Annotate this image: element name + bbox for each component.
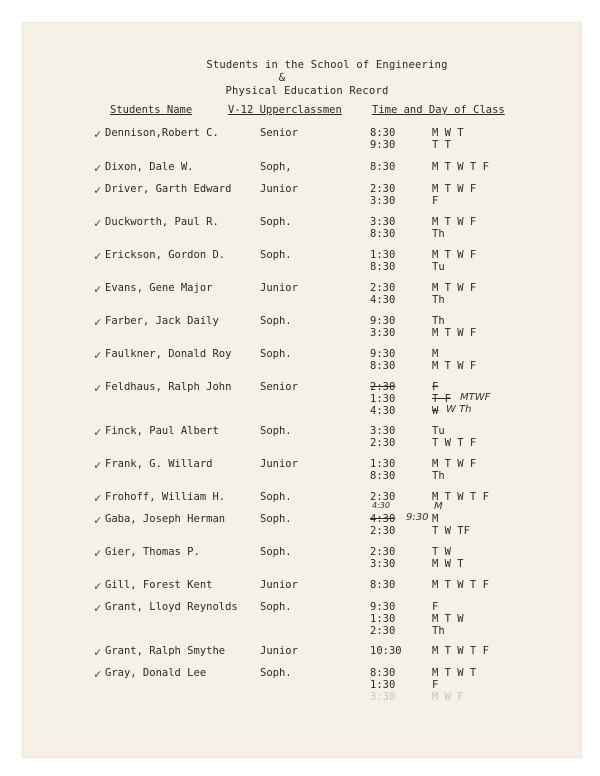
class-days: [432, 513, 470, 537]
class-days: [432, 579, 489, 591]
time: 1:30: [370, 679, 396, 691]
time: 2:30: [370, 183, 396, 195]
days: F: [432, 679, 439, 691]
days: F: [432, 601, 439, 613]
time: 8:30: [370, 470, 396, 482]
days: M: [432, 348, 439, 360]
student-name: Duckworth, Paul R.: [105, 216, 219, 228]
class-times: [370, 127, 395, 151]
time: 1:30: [370, 249, 396, 261]
time: 10:30: [370, 645, 402, 657]
days: M T W F: [432, 216, 477, 228]
student-name: Frohoff, William H.: [105, 491, 226, 503]
title-line-1: Students in the School of Engineering: [206, 59, 448, 71]
time: 8:30: [370, 127, 396, 139]
time: 2:30: [370, 525, 396, 537]
time: 3:30: [370, 216, 396, 228]
days: M: [432, 513, 439, 525]
student-name: Finck, Paul Albert: [105, 425, 219, 437]
time: 8:30: [370, 667, 396, 679]
days: M W T: [432, 558, 464, 570]
days: Tu: [432, 425, 445, 437]
days: M T W T F: [432, 579, 489, 591]
time: 8:30: [370, 228, 396, 240]
days: M T W T: [432, 667, 477, 679]
days: M T W F: [432, 458, 477, 470]
days: T W: [432, 546, 451, 558]
check-mark-icon: ✓: [94, 667, 102, 681]
check-mark-icon: ✓: [94, 282, 102, 296]
class-days: [432, 348, 476, 372]
days-faint: M W F: [432, 691, 464, 703]
class-days: [432, 667, 476, 703]
check-mark-icon: ✓: [94, 513, 102, 527]
student-class: Soph.: [260, 546, 292, 558]
days-struck: F: [432, 381, 439, 393]
student-name: Erickson, Gordon D.: [105, 249, 226, 261]
time: 4:30: [370, 294, 396, 306]
time-faint: 3:30: [370, 691, 396, 703]
class-times: [370, 601, 395, 637]
check-mark-icon: ✓: [94, 315, 102, 329]
check-mark-icon: ✓: [94, 249, 102, 263]
days: Th: [432, 228, 445, 240]
handwritten-note: 4:30: [372, 501, 390, 510]
student-class: Soph.: [260, 513, 292, 525]
time: 2:30: [370, 491, 396, 503]
student-name: Farber, Jack Daily: [105, 315, 219, 327]
check-mark-icon: ✓: [94, 458, 102, 472]
class-days: [432, 216, 476, 240]
days: Th: [432, 625, 445, 637]
time: 2:30: [370, 546, 396, 558]
student-class: Soph.: [260, 249, 292, 261]
class-times: [370, 513, 395, 537]
check-mark-icon: ✓: [94, 425, 102, 439]
time: 3:30: [370, 195, 396, 207]
document-page: [22, 22, 582, 758]
time: 9:30: [370, 348, 396, 360]
handwritten-note: W Th: [446, 404, 472, 415]
student-name: Dixon, Dale W.: [105, 161, 194, 173]
class-days: [432, 546, 464, 570]
student-name: Evans, Gene Major: [105, 282, 213, 294]
class-times: [370, 546, 395, 570]
days: M T W F: [432, 183, 477, 195]
class-times: [370, 161, 395, 173]
time: 4:30: [370, 405, 396, 417]
student-name: Driver, Garth Edward: [105, 183, 232, 195]
time: 2:30: [370, 282, 396, 294]
check-mark-icon: ✓: [94, 216, 102, 230]
class-days: [432, 161, 489, 173]
days: F: [432, 195, 439, 207]
time: 9:30: [370, 315, 396, 327]
check-mark-icon: ✓: [94, 348, 102, 362]
time: 8:30: [370, 579, 396, 591]
days: M T W: [432, 613, 464, 625]
time: 3:30: [370, 558, 396, 570]
student-name: Dennison,Robert C.: [105, 127, 219, 139]
class-times: [370, 645, 402, 657]
student-class: Soph.: [260, 216, 292, 228]
time: 1:30: [370, 458, 396, 470]
days: M T W F: [432, 282, 477, 294]
class-days: [432, 249, 476, 273]
student-class: Soph.: [260, 425, 292, 437]
time: 8:30: [370, 360, 396, 372]
days-struck: T F: [432, 393, 451, 405]
student-name: Gier, Thomas P.: [105, 546, 200, 558]
student-name: Gill, Forest Kent: [105, 579, 213, 591]
days: M T W T F: [432, 491, 489, 503]
check-mark-icon: ✓: [94, 381, 102, 395]
class-times: [370, 667, 395, 703]
check-mark-icon: ✓: [94, 127, 102, 141]
title-line-2: Physical Education Record: [225, 85, 389, 97]
class-times: [370, 216, 395, 240]
student-name: Grant, Lloyd Reynolds: [105, 601, 238, 613]
check-mark-icon: ✓: [94, 579, 102, 593]
student-class: Senior: [260, 381, 298, 393]
days: Tu: [432, 261, 445, 273]
days-struck: W: [432, 405, 439, 417]
student-class: Soph.: [260, 601, 292, 613]
days: M T W F: [432, 249, 477, 261]
student-class: Junior: [260, 645, 298, 657]
days: M W T: [432, 127, 464, 139]
days: T T: [432, 139, 451, 151]
class-times: [370, 249, 395, 273]
time: 1:30: [370, 613, 396, 625]
check-mark-icon: ✓: [94, 601, 102, 615]
class-days: [432, 183, 476, 207]
days: Th: [432, 294, 445, 306]
time: 1:30: [370, 393, 396, 405]
time: 8:30: [370, 161, 396, 173]
class-times: [370, 183, 395, 207]
header-time-day: Time and Day of Class: [372, 104, 505, 116]
days: M T W T F: [432, 645, 489, 657]
time: 2:30: [370, 625, 396, 637]
class-times: [370, 425, 395, 449]
class-times: [370, 458, 395, 482]
student-name: Grant, Ralph Smythe: [105, 645, 226, 657]
check-mark-icon: ✓: [94, 645, 102, 659]
class-days: [432, 282, 476, 306]
days: T W TF: [432, 525, 470, 537]
check-mark-icon: ✓: [94, 546, 102, 560]
time: 2:30: [370, 437, 396, 449]
student-class: Junior: [260, 579, 298, 591]
handwritten-note: 9:30: [406, 512, 429, 523]
student-class: Soph.: [260, 315, 292, 327]
student-class: Senior: [260, 127, 298, 139]
class-times: [370, 381, 395, 417]
student-class: Soph.: [260, 491, 292, 503]
time-struck: 4:30: [370, 513, 396, 525]
class-times: [370, 348, 395, 372]
time: 3:30: [370, 327, 396, 339]
student-name: Frank, G. Willard: [105, 458, 213, 470]
class-days: [432, 645, 489, 657]
student-name: Gaba, Joseph Herman: [105, 513, 226, 525]
class-days: [432, 425, 476, 449]
class-days: [432, 315, 476, 339]
days: T W T F: [432, 437, 477, 449]
class-days: [432, 127, 464, 151]
header-students-name: Students Name: [110, 104, 193, 116]
class-times: [370, 579, 395, 591]
time-struck: 2:30: [370, 381, 396, 393]
check-mark-icon: ✓: [94, 161, 102, 175]
days: M T W F: [432, 327, 477, 339]
handwritten-note: M: [434, 501, 443, 512]
check-mark-icon: ✓: [94, 491, 102, 505]
title-ampersand: &: [278, 72, 286, 84]
days: Th: [432, 470, 445, 482]
time: 9:30: [370, 139, 396, 151]
student-name: Gray, Donald Lee: [105, 667, 207, 679]
class-days: [432, 458, 476, 482]
student-name: Faulkner, Donald Roy: [105, 348, 232, 360]
time: 3:30: [370, 425, 396, 437]
check-mark-icon: ✓: [94, 183, 102, 197]
handwritten-note: MTWF: [460, 392, 491, 403]
student-class: Soph,: [260, 161, 292, 173]
days: M T W T F: [432, 161, 489, 173]
time: 8:30: [370, 261, 396, 273]
days: M T W F: [432, 360, 477, 372]
class-days: [432, 601, 464, 637]
class-times: [370, 282, 395, 306]
student-class: Soph.: [260, 348, 292, 360]
header-class: V-12 Upperclassmen: [228, 104, 342, 116]
class-times: [370, 315, 395, 339]
time: 9:30: [370, 601, 396, 613]
student-name: Feldhaus, Ralph John: [105, 381, 232, 393]
student-class: Junior: [260, 458, 298, 470]
student-class: Junior: [260, 183, 298, 195]
days: Th: [432, 315, 445, 327]
student-class: Soph.: [260, 667, 292, 679]
student-class: Junior: [260, 282, 298, 294]
